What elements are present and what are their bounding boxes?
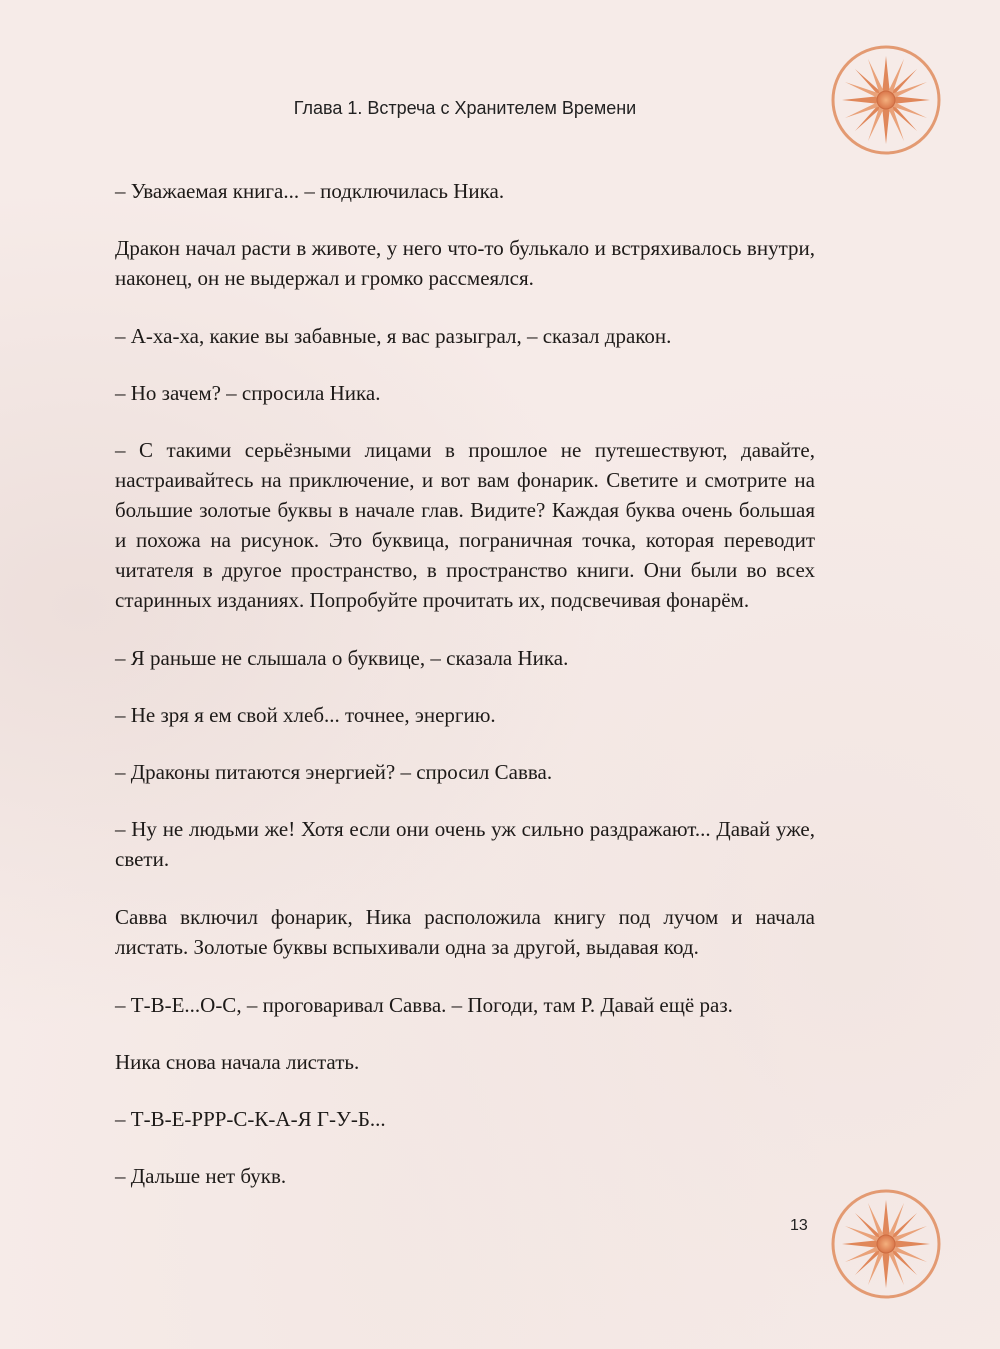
paragraph: – Не зря я ем свой хлеб... точнее, энергию. [115, 703, 496, 727]
paragraph: – Дальше нет букв. [115, 1164, 287, 1188]
chapter-header: Глава 1. Встреча с Хранителем Времени [293, 98, 637, 118]
paragraph: – Т-В-Е-РРР-С-К-А-Я Г-У-Б... [115, 1107, 386, 1131]
paragraph: – Уважаемая книга... – подключилась Ника. [115, 179, 505, 203]
paragraph: – Ну не людьми же! Хотя если они очень уж сильно раздражают... Давай уже, свети. [115, 817, 815, 871]
sun-compass-icon [828, 1186, 944, 1302]
paragraph: – А-ха-ха, какие вы забавные, я вас разыграл, – сказал дракон. [115, 324, 672, 348]
story-text [115, 176, 815, 1218]
paragraph: – Я раньше не слышала о буквице, – сказала Ника. [115, 646, 569, 670]
paragraph: Дракон начал расти в животе, у него что-то булькало и встряхивалось внутри, наконец, он не выдержал и громко рассмеялся. [115, 236, 815, 290]
paragraph: Ника снова начала листать. [115, 1050, 360, 1074]
paragraph: – Т-В-Е...О-С, – проговаривал Савва. – Погоди, там Р. Давай ещё раз. [115, 993, 733, 1017]
sun-compass-icon [828, 42, 944, 158]
paragraph: – Но зачем? – спросила Ника. [115, 381, 381, 405]
page-number: 13 [790, 1217, 808, 1234]
paragraph: – Драконы питаются энергией? – спросил Савва. [115, 760, 553, 784]
paragraph: Савва включил фонарик, Ника расположила книгу под лучом и начала листать. Золотые буквы вспыхивали одна за другой, выдавая код. [115, 905, 815, 959]
paragraph: – С такими серьёзными лицами в прошлое не путешествуют, давайте, настраивайтесь на приключение, и вот вам фонарик. Светите и смотрите на большие золотые буквы в начале глав. Видите? Каждая буква очень большая и похожа на рисунок. Это буквица, пограничная точка, которая переводит читателя в другое пространство, в пространство книги. Они были во всех старинных изданиях. Попробуйте прочитать их, подсвечивая фонарём. [115, 438, 815, 612]
